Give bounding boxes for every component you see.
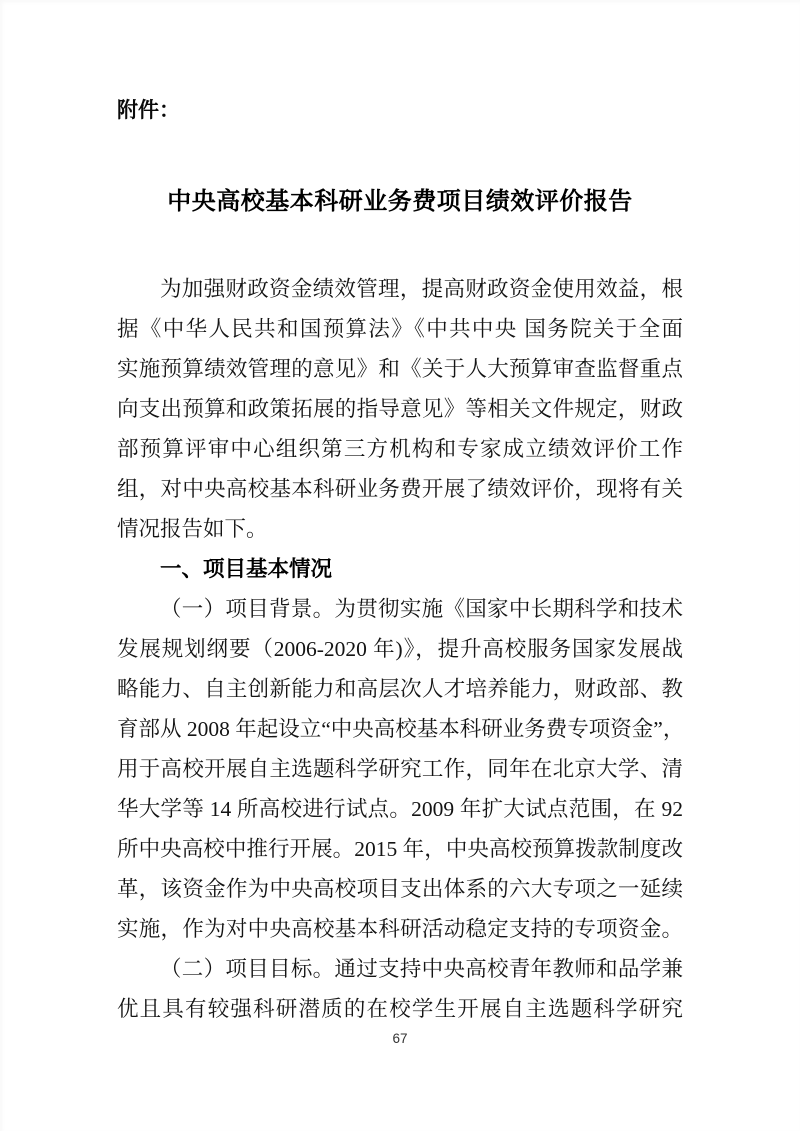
paragraph-line: 发展规划纲要（2006-2020 年)》，提升高校服务国家发展战 — [117, 637, 683, 661]
paragraph-line: 所中央高校中推行开展。2015 年，中央高校预算拨款制度改 — [117, 837, 683, 861]
paragraph-line: 向支出预算和政策拓展的指导意见》等相关文件规定，财政 — [117, 397, 683, 421]
attachment-label: 附件： — [117, 99, 180, 122]
paragraph-line: 为加强财政资金绩效管理，提高财政资金使用效益，根 — [160, 277, 683, 301]
paragraph-line: 用于高校开展自主选题科学研究工作，同年在北京大学、清 — [117, 757, 683, 781]
paragraph-line: （一）项目背景。为贯彻实施《国家中长期科学和技术 — [160, 597, 683, 621]
page-number: 67 — [392, 1031, 408, 1046]
paragraph-line: 据《中华人民共和国预算法》《中共中央 国务院关于全面 — [117, 317, 683, 341]
paragraph-line: 华大学等 14 所高校进行试点。2009 年扩大试点范围，在 92 — [117, 797, 683, 821]
paragraph-line: 革，该资金作为中央高校项目支出体系的六大专项之一延续 — [117, 877, 683, 901]
paragraph-line: （二）项目目标。通过支持中央高校青年教师和品学兼 — [160, 957, 683, 981]
paragraph-line: 情况报告如下。 — [117, 517, 268, 541]
document-body — [117, 269, 683, 1029]
paragraph-line: 部预算评审中心组织第三方机构和专家成立绩效评价工作 — [117, 437, 683, 461]
section-heading: 一、项目基本情况 — [160, 557, 333, 581]
paragraph-line: 育部从 2008 年起设立“中央高校基本科研业务费专项资金”， — [117, 717, 685, 741]
paragraph-line: 略能力、自主创新能力和高层次人才培养能力，财政部、教 — [117, 677, 683, 701]
paragraph-line: 实施预算绩效管理的意见》和《关于人大预算审查监督重点 — [117, 357, 683, 381]
document-title: 中央高校基本科研业务费项目绩效评价报告 — [167, 189, 633, 215]
paragraph-line: 实施，作为对中央高校基本科研活动稳定支持的专项资金。 — [117, 917, 683, 941]
paragraph-line: 优且具有较强科研潜质的在校学生开展自主选题科学研究 — [117, 997, 683, 1021]
paragraph-line: 组，对中央高校基本科研业务费开展了绩效评价，现将有关 — [117, 477, 683, 501]
